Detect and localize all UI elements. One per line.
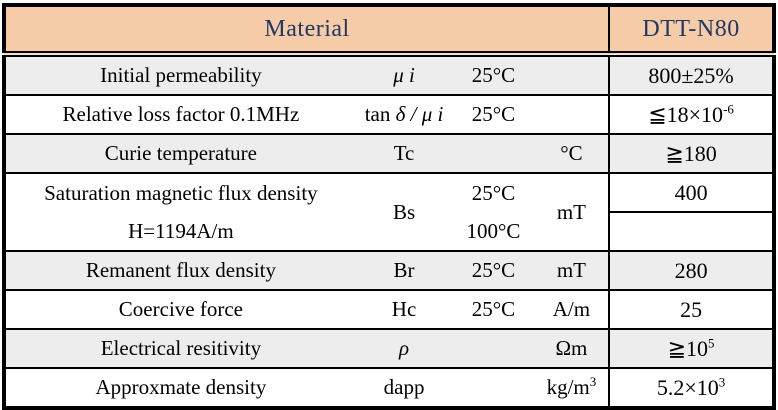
temp-cell	[452, 329, 534, 368]
value-cell: 280	[609, 251, 774, 290]
unit-cell	[535, 54, 609, 95]
material-header-cell: Material	[4, 5, 609, 54]
value-cell: 400	[609, 173, 774, 212]
value-superscript: -6	[723, 101, 734, 117]
table-row-saturation-flux-density-a	[4, 173, 774, 212]
symbol-prefix: tan	[364, 102, 396, 126]
temp-cell: 25°C	[452, 251, 534, 290]
symbol-cell: Bs	[356, 173, 452, 251]
unit-cell	[535, 368, 609, 408]
temp-cell: 100°C	[466, 218, 521, 243]
symbol-cell: μ i	[356, 54, 452, 95]
property-cell: Remanent flux density	[4, 251, 356, 290]
symbol-cell	[356, 95, 452, 134]
temp-cell: 25°C	[452, 290, 534, 329]
value-cell: ≧180	[609, 134, 774, 173]
table-row-approximate-density	[4, 368, 774, 408]
property-cell: Relative loss factor 0.1MHz	[4, 95, 356, 134]
symbol-cell: Hc	[356, 290, 452, 329]
unit-cell: mT	[535, 173, 609, 251]
value-superscript: 5	[708, 335, 715, 351]
unit-cell: A/m	[535, 290, 609, 329]
symbol-cell: Tc	[356, 134, 452, 173]
unit-cell: Ωm	[535, 329, 609, 368]
property-cell: Approxmate density	[4, 368, 356, 408]
unit-cell	[535, 95, 609, 134]
symbol-greek: δ / μ i	[395, 102, 444, 126]
value-cell	[609, 329, 774, 368]
unit-superscript: 3	[589, 374, 597, 389]
property-cell: Curie temperature	[4, 134, 356, 173]
unit-cell: °C	[535, 134, 609, 173]
unit-cell: mT	[535, 251, 609, 290]
property-cell: Electrical resitivity	[4, 329, 356, 368]
temp-cell: 25°C	[452, 54, 534, 95]
property-cell	[4, 173, 356, 251]
value-cell: 25	[609, 290, 774, 329]
temp-cell	[452, 368, 534, 408]
temp-cell	[452, 134, 534, 173]
symbol-cell: Br	[356, 251, 452, 290]
property-line1: Saturation magnetic flux density	[44, 180, 318, 205]
grade-header-cell: DTT-N80	[609, 5, 774, 54]
value-cell	[609, 212, 774, 251]
value-base: 5.2×10	[656, 374, 719, 400]
value-cell: 800±25%	[609, 54, 774, 95]
table-row-curie-temperature	[4, 134, 774, 173]
property-cell: Coercive force	[4, 290, 356, 329]
material-properties-table	[2, 3, 776, 410]
symbol-cell: ρ	[356, 329, 452, 368]
table-row-coercive-force	[4, 290, 774, 329]
value-superscript: 3	[718, 374, 726, 390]
property-line2: H=1194A/m	[128, 218, 234, 243]
table-row-relative-loss-factor	[4, 95, 774, 134]
value-cell	[609, 95, 774, 134]
unit-base: kg/m	[546, 375, 590, 399]
temp-cell: 25°C	[452, 173, 534, 212]
table-row-initial-permeability	[4, 54, 774, 95]
value-base: ≧10	[667, 335, 709, 361]
table-row-remanent-flux-density	[4, 251, 774, 290]
temp-cell: 25°C	[452, 95, 534, 134]
value-cell	[609, 368, 774, 408]
table-row-electrical-resistivity	[4, 329, 774, 368]
property-cell: Initial permeability	[4, 54, 356, 95]
header-row	[4, 5, 774, 54]
value-base: ≦18×10	[648, 101, 724, 127]
symbol-cell: dapp	[356, 368, 452, 408]
